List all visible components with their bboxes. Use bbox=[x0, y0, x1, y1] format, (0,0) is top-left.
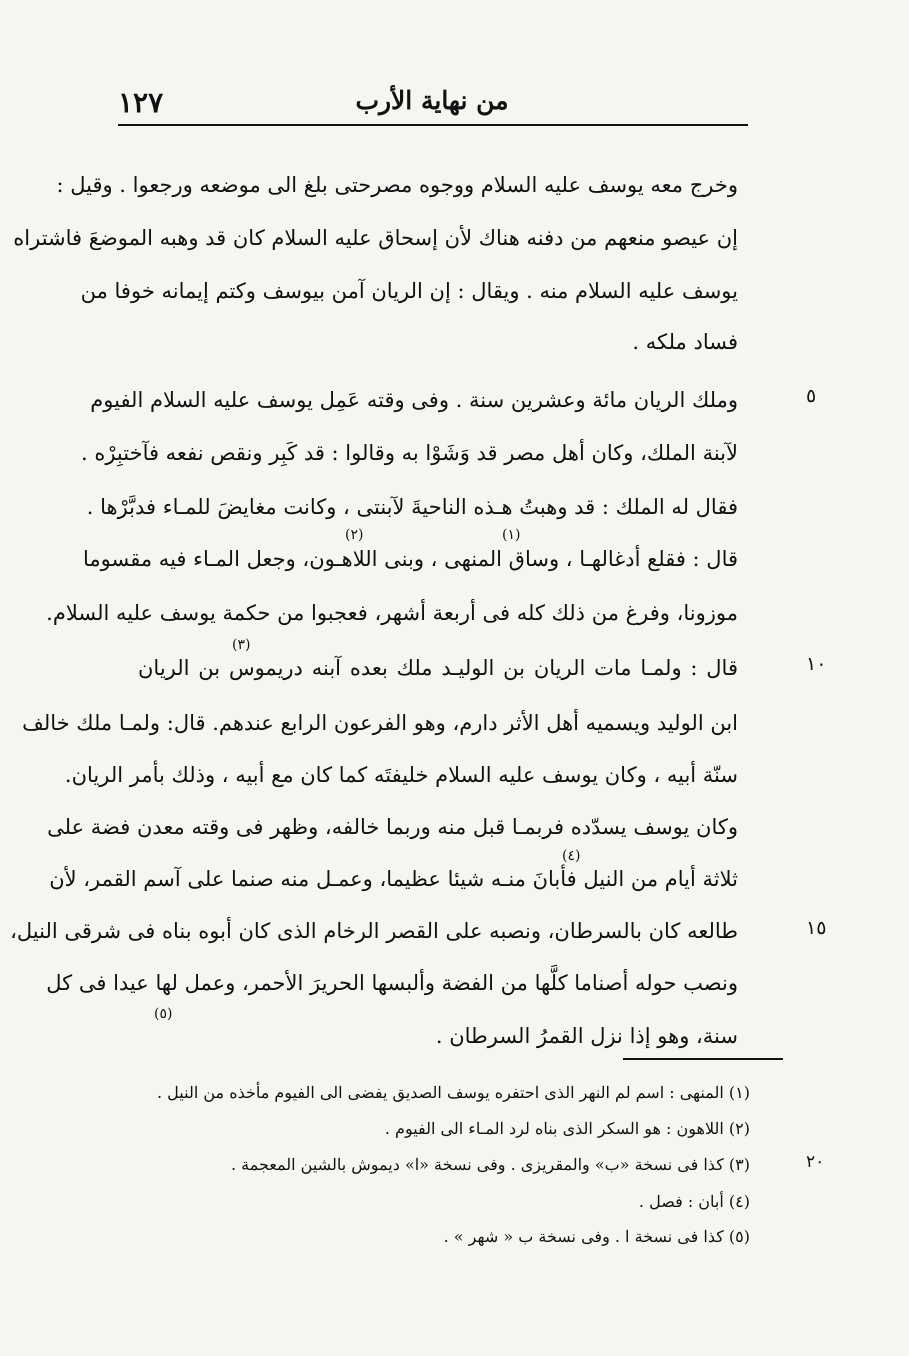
text-line: سنة، وهو إذا نزل القمرُ السرطان . bbox=[435, 1024, 738, 1048]
text-line: يوسف عليه السلام منه . ويقال : إن الريان آمن بيوسف وكتم إيمانه خوفا من bbox=[80, 279, 738, 303]
footnote: (٤) أبان : فصل . bbox=[638, 1192, 750, 1211]
text-line: سنّة أبيه ، وكان يوسف عليه السلام خليفتَه كما كان مع أبيه ، وذلك بأمر الريان. bbox=[64, 763, 738, 787]
text-line: ثلاثة أيام من النيل فأبانَ منـه شيئا عظيما، وعمـل منه صنما على آسم القمر، لأن bbox=[49, 867, 738, 891]
text-line: ونصب حوله أصناما كلَّها من الفضة وألبسها الحريرَ الأحمر، وعمل لها عيدا فى كل bbox=[46, 971, 738, 995]
line-number: ١٠ bbox=[806, 653, 827, 675]
text-line: قال : ولمـا مات الريان بن الوليـد ملك بعده آبنه دريموس بن الريان bbox=[138, 656, 738, 680]
text-line: فقال له الملك : قد وهبتُ هـذه الناحيةَ لآبنتى ، وكانت مغايضَ للمـاء فدبَّرْها . bbox=[86, 495, 738, 519]
text-line: موزونا، وفرغ من ذلك كله فى أربعة أشهر، فعجبوا من حكمة يوسف عليه السلام. bbox=[46, 601, 738, 625]
footnote: (٣) كذا فى نسخة «ب» والمقريزى . وفى نسخة «ا» ديموش بالشين المعجمة . bbox=[230, 1155, 750, 1174]
footnote-mark: (٥) bbox=[154, 1006, 173, 1022]
line-number: ٥ bbox=[806, 385, 817, 407]
footnote-mark: (١) bbox=[502, 527, 521, 543]
text-line: ابن الوليد ويسميه أهل الأثر دارم، وهو الفرعون الرابع عندهم. قال: ولمـا ملك خالف bbox=[22, 711, 738, 735]
text-line: فساد ملكه . bbox=[632, 330, 738, 354]
footnote: (١) المنهى : اسم لم النهر الذى احتفره يوسف الصديق يفضى الى الفيوم مأخذه من النيل . bbox=[157, 1083, 750, 1102]
line-number: ١٥ bbox=[806, 917, 827, 939]
footnote: (٢) اللاهون : هو السكر الذى بناه لرد المـاء الى الفيوم . bbox=[384, 1119, 750, 1138]
header-rule bbox=[118, 124, 748, 126]
footnote-mark: (٢) bbox=[345, 527, 364, 543]
running-title: من نهاية الأرب bbox=[355, 86, 509, 115]
footnote-mark: (٣) bbox=[232, 637, 251, 653]
footnote-rule bbox=[623, 1058, 783, 1060]
page-header bbox=[118, 82, 746, 124]
text-line: لآبنة الملك، وكان أهل مصر قد وَشَوْا به وقالوا : قد كَبِر ونقص نفعه فآختبِرْه . bbox=[80, 441, 738, 465]
text-line: طالعه كان بالسرطان، ونصبه على القصر الرخام الذى كان أبوه بناه فى شرقى النيل، bbox=[10, 919, 738, 943]
text-line: وخرج معه يوسف عليه السلام ووجوه مصرحتى بلغ الى موضعه ورجعوا . وقيل : bbox=[56, 173, 738, 197]
footnote: (٥) كذا فى نسخة ا . وفى نسخة ب « شهر » . bbox=[443, 1227, 750, 1246]
text-line: وكان يوسف يسدّده فربمـا قبل منه وربما خالفه، وظهر فى وقته معدن فضة على bbox=[47, 815, 738, 839]
text-line: إن عيصو منعهم من دفنه هناك لأن إسحاق عليه السلام كان قد وهبه الموضعَ فاشتراه bbox=[13, 226, 738, 250]
line-number: ٢٠ bbox=[806, 1152, 825, 1172]
page-number: ١٢٧ bbox=[118, 86, 164, 119]
text-line: قال : فقلع أدغالهـا ، وساق المنهى ، وبنى اللاهـون، وجعل المـاء فيه مقسوما bbox=[83, 547, 738, 571]
text-line: وملك الريان مائة وعشرين سنة . وفى وقته عَمِل يوسف عليه السلام الفيوم bbox=[90, 388, 738, 412]
footnote-mark: (٤) bbox=[562, 848, 581, 864]
